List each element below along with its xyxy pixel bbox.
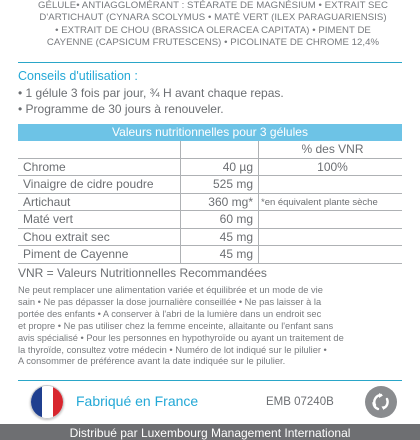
nutrient-name: Chou extrait sec (23, 229, 110, 244)
origin-label: Fabriqué en France (76, 393, 199, 409)
warning-line: et propre • Ne pas utiliser chez la femme enceinte, allaitante ou l'enfant sans (18, 320, 334, 331)
nutrient-name: Vinaigre de cidre poudre (23, 177, 154, 191)
ingredients-line: GÉLULE• ANTIAGGLOMÉRANT : STÉARATE DE MAGNÉSIUM • EXTRAIT SEC (38, 0, 388, 11)
vnr-legend: VNR = Valeurs Nutritionnelles Recommandées (18, 266, 267, 280)
table-row-header (18, 141, 402, 159)
table-row (18, 211, 402, 229)
ingredients-list (18, 0, 408, 50)
distributor-footer: Distribué par Luxembourg Management International (0, 424, 420, 440)
table-column-divider (258, 141, 259, 264)
ingredients-line: D'ARTICHAUT (CYNARA SCOLYMUS • MATÉ VERT (ILEX PARAGUARIENSIS) (39, 12, 387, 24)
nutrient-note: *en équivalent plante sèche (261, 196, 378, 208)
warning-line: la thyroïde, consultez votre médecin • Numéro de lot indiqué sur le pilulier • (18, 344, 327, 355)
nutrient-amount: 525 mg (212, 177, 253, 191)
warning-text (18, 285, 402, 368)
nutrient-vnr (263, 211, 402, 228)
warning-line: sain • Ne pas dépasser la dose journalière conseillée • Ne pas laisser à la (18, 296, 322, 307)
nutrient-amount: 60 mg (219, 212, 253, 226)
table-row (18, 246, 402, 264)
ingredients-line: • EXTRAIT DE CHOU (BRASSICA OLERACEA CAPITATA) • PIMENT DE (55, 24, 371, 36)
conseils-title: Conseils d'utilisation : (18, 69, 138, 83)
france-flag-icon (30, 385, 64, 419)
recycle-icon (364, 385, 398, 419)
table-row (18, 229, 402, 247)
warning-line: A consommer de préférence avant la date indiquée sur le pilulier. (18, 356, 286, 367)
warning-line: Ne peut remplacer une alimentation variée et équilibrée et un mode de vie (18, 285, 323, 295)
table-header: Valeurs nutritionnelles pour 3 gélules (18, 124, 402, 141)
emb-code: EMB 07240B (266, 396, 334, 408)
nutrition-table (18, 124, 402, 264)
vnr-column-header: % des VNR (301, 142, 364, 156)
nutrient-name: Chrome (23, 159, 66, 174)
section-divider (18, 380, 402, 381)
nutrient-name: Maté vert (23, 212, 74, 226)
nutrient-vnr (263, 246, 402, 263)
nutrient-amount: 45 mg (219, 229, 253, 244)
ingredients-line: CAYENNE (CAPSICUM FRUTESCENS) • PICOLINATE DE CHROME 12,4% (46, 37, 380, 49)
nutrient-amount: 360 mg* (208, 194, 253, 209)
nutrient-amount: 40 µg (222, 159, 253, 174)
nutrient-vnr (263, 229, 402, 246)
section-divider (18, 62, 402, 63)
nutrient-vnr: 100% (317, 159, 348, 174)
nutrient-amount: 45 mg (219, 247, 253, 261)
nutrient-name: Artichaut (23, 194, 71, 209)
warning-line: avis spécialisé • Pour les personnes en hypothyroïde ou ayant un traitement de (18, 332, 344, 343)
nutrient-name: Piment de Cayenne (23, 247, 129, 261)
conseil-item: • 1 gélule 3 fois par jour, ¾ H avant chaque repas. (18, 86, 284, 100)
table-row (18, 159, 402, 177)
nutrient-vnr (263, 176, 402, 193)
conseil-item: • Programme de 30 jours à renouveler. (18, 102, 224, 116)
table-row (18, 194, 402, 212)
warning-line: portée des enfants • A conserver à l'abri de la lumière dans un endroit sec (18, 308, 322, 319)
table-column-divider (180, 141, 181, 264)
table-row (18, 176, 402, 194)
